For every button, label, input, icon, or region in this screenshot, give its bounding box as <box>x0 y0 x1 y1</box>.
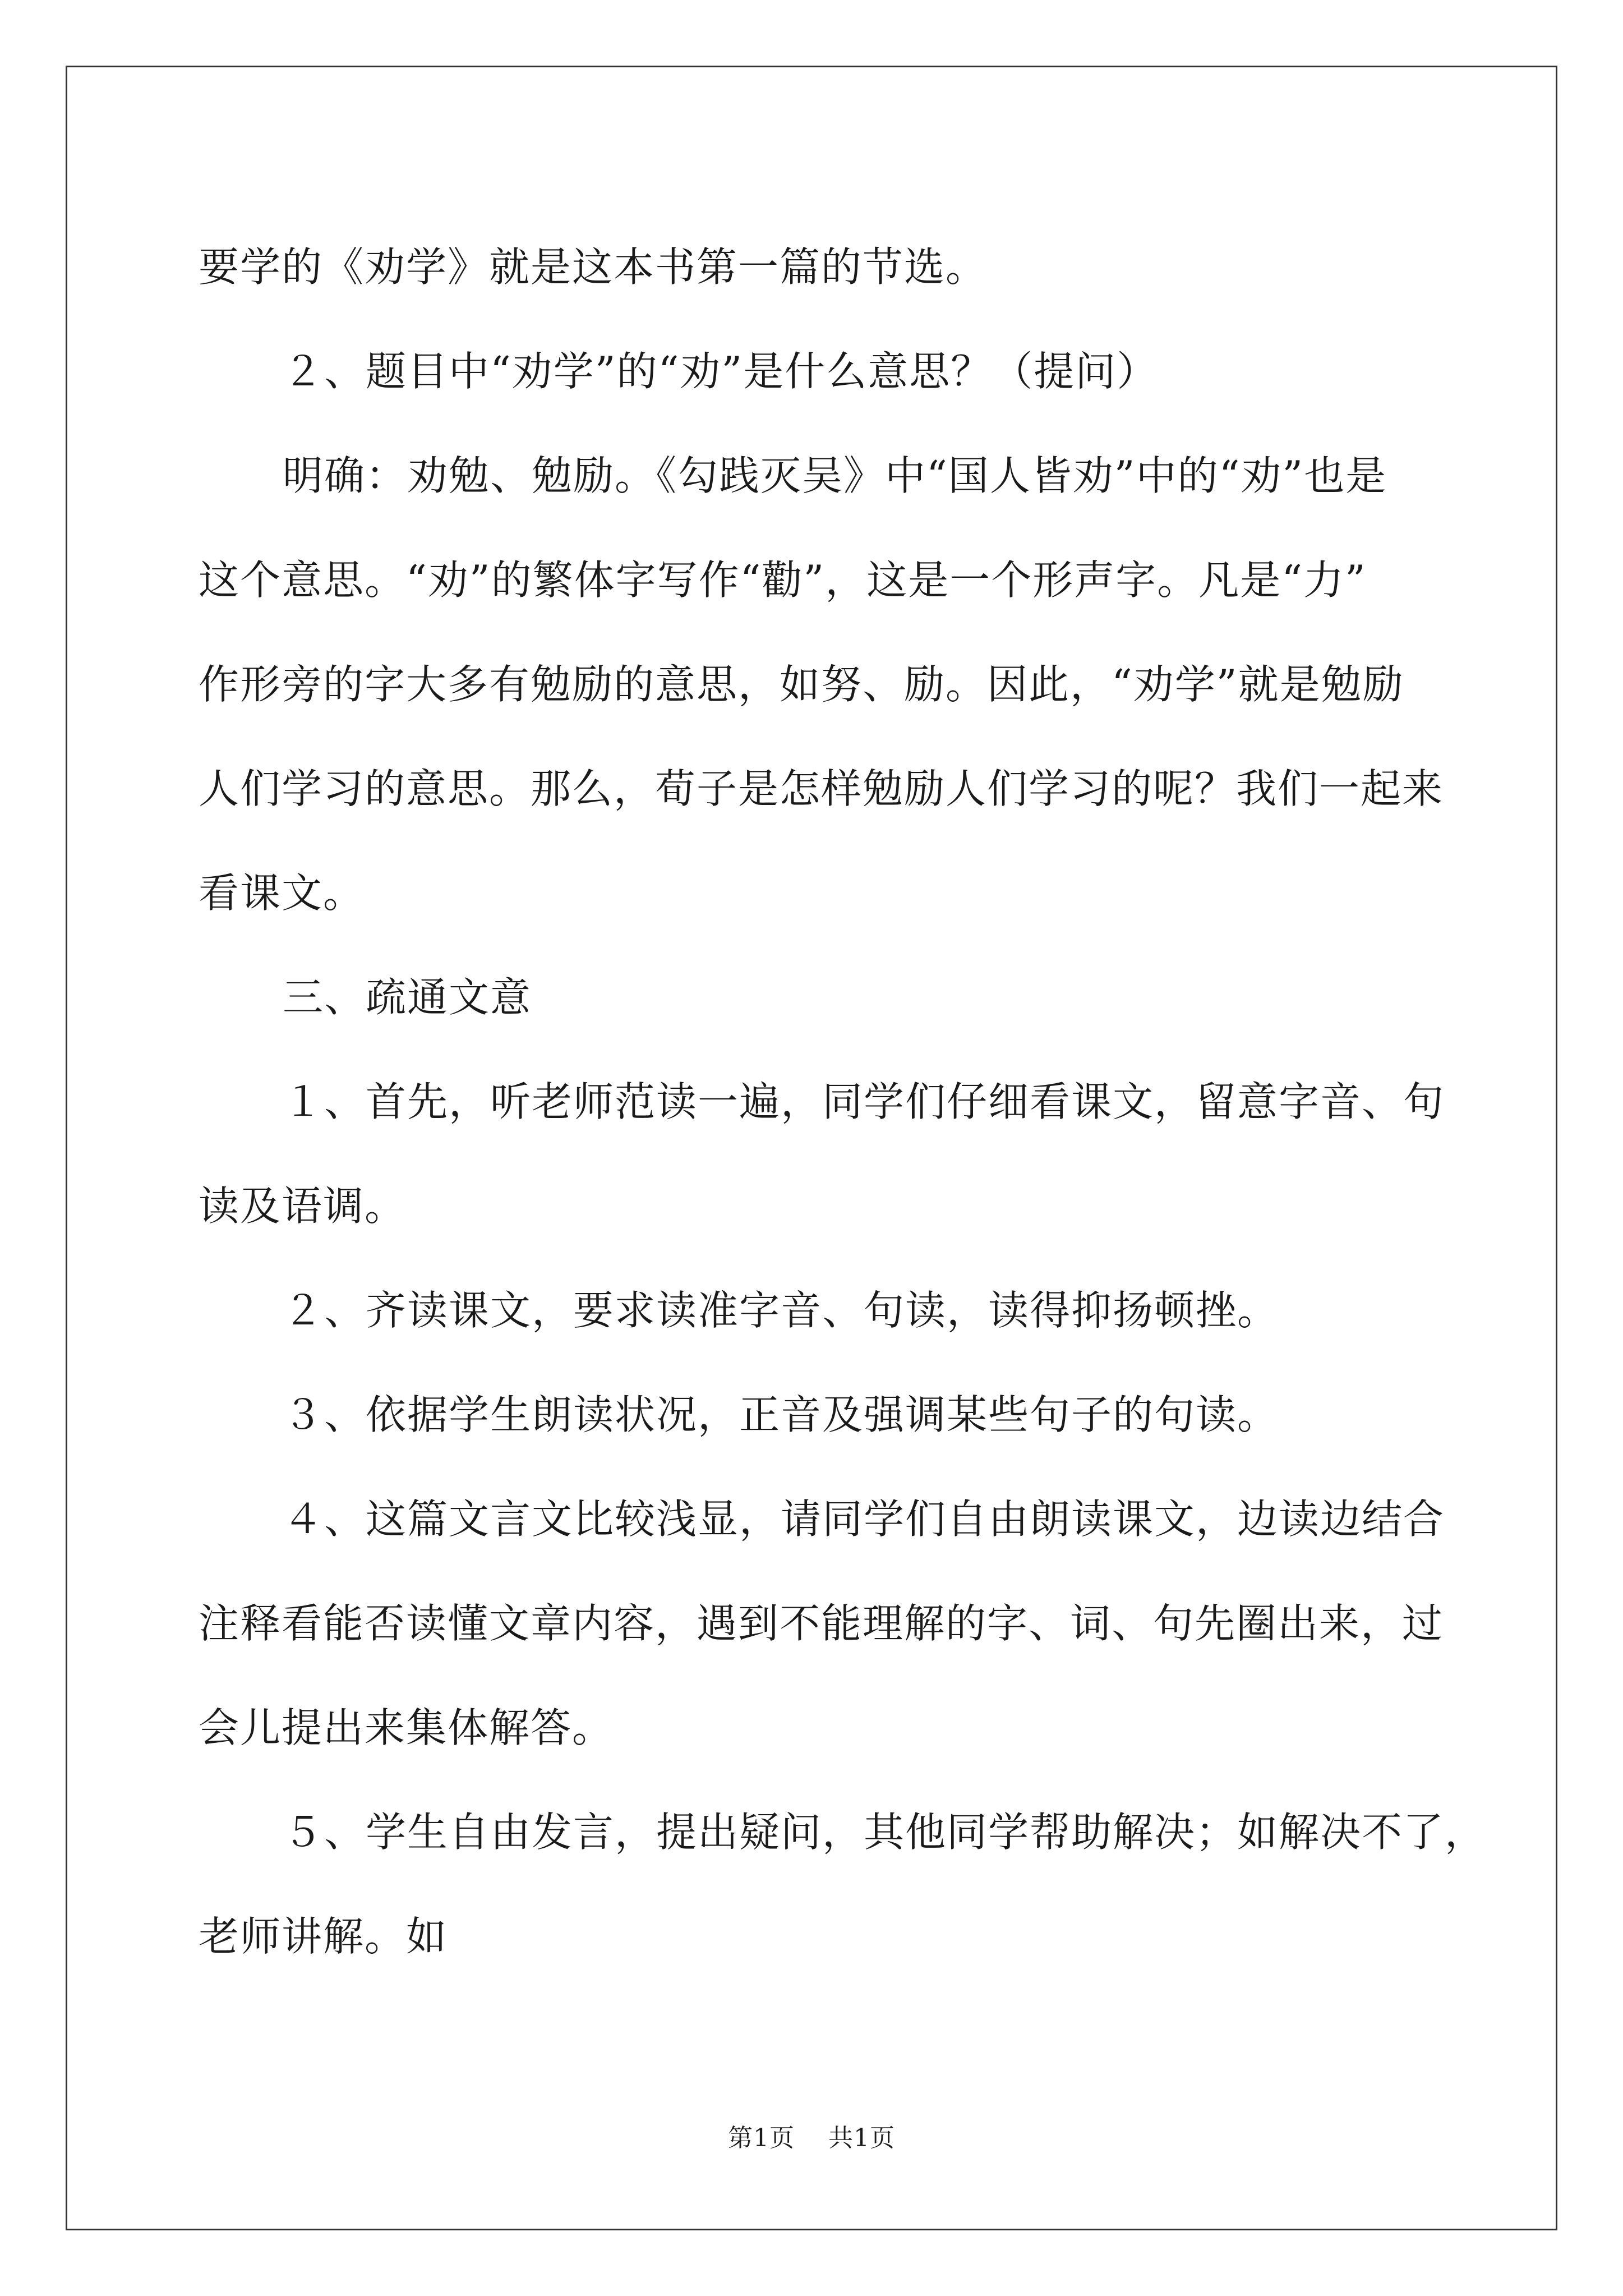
document-body <box>199 215 1487 1989</box>
text-line: ３、依据学生朗读状况，正音及强调某些句子的句读。 <box>283 1391 1279 1438</box>
text-line: 会儿提出来集体解答。 <box>199 1704 614 1751</box>
text-line: 读及语调。 <box>199 1182 407 1230</box>
text-line: ４、这篇文言文比较浅显，请同学们自由朗读课文，边读边结合 <box>283 1496 1445 1543</box>
text-line: 注释看能否读懂文章内容，遇到不能理解的字、词、句先圈出来，过 <box>199 1600 1444 1647</box>
text-line: 老师讲解。如 <box>199 1913 448 1960</box>
text-line: 明确：劝勉、勉励。《勾践灭吴》中“国人皆劝”中的“劝”也是 <box>283 452 1387 499</box>
text-line: ５、学生自由发言，提出疑问，其他同学帮助解决；如解决不了， <box>283 1809 1487 1856</box>
section-heading: 三、疏通文意 <box>283 974 532 1021</box>
text-line: 作形旁的字大多有勉励的意思，如努、励。因此，“劝学”就是勉励 <box>199 661 1404 708</box>
text-line: 看课文。 <box>199 869 365 917</box>
page-number-total: 共1页 <box>828 2124 895 2152</box>
text-line: 要学的《劝学》就是这本书第一篇的节选。 <box>199 243 988 291</box>
text-line: 这个意思。“劝”的繁体字写作“勸”，这是一个形声字。凡是“力” <box>199 556 1367 604</box>
text-line: ２、题目中“劝学”的“劝”是什么意思？（提问） <box>283 348 1159 395</box>
page-footer <box>0 2122 1623 2155</box>
text-line: 人们学习的意思。那么，荀子是怎样勉励人们学习的呢？我们一起来 <box>199 765 1444 812</box>
text-line: １、首先，听老师范读一遍，同学们仔细看课文，留意字音、句 <box>283 1078 1445 1125</box>
page-number-current: 第1页 <box>728 2124 795 2152</box>
text-line: ２、齐读课文，要求读准字音、句读，读得抑扬顿挫。 <box>283 1287 1279 1334</box>
